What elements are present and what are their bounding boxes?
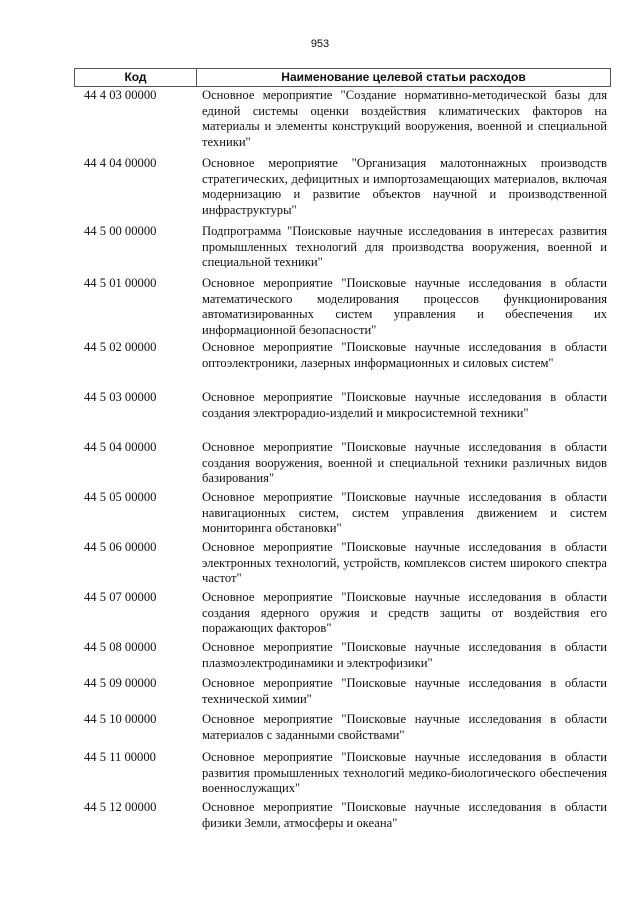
column-header-name: Наименование целевой статьи расходов: [281, 70, 526, 84]
row-code: 44 5 07 00000: [84, 590, 157, 604]
row-name: Основное мероприятие "Поисковые научные исследования в области создания электрорадио-изделий и микросистемной техники": [202, 390, 607, 420]
table-row: [74, 276, 611, 340]
row-name: Основное мероприятие "Поисковые научные исследования в области электронных технологий, устройств, комплексов систем широкого спектра частот": [202, 540, 607, 585]
table-row: [74, 750, 611, 800]
table-row: [74, 540, 611, 590]
row-code: 44 5 05 00000: [84, 490, 157, 504]
row-name: Основное мероприятие "Поисковые научные исследования в области развития промышленных технологий медико-биологического обеспечения военнослужащих": [202, 750, 607, 795]
row-code: 44 5 08 00000: [84, 640, 157, 654]
table-row: [74, 640, 611, 676]
row-name: Основное мероприятие "Поисковые научные исследования в области создания вооружения, военной и специальной техники различных видов базирования": [202, 440, 607, 485]
table-row: [74, 676, 611, 712]
table-body: [74, 88, 611, 836]
row-name: Основное мероприятие "Поисковые научные исследования в области материалов с заданными свойствами": [202, 712, 607, 742]
table-row: [74, 156, 611, 224]
row-code: 44 5 11 00000: [84, 750, 156, 764]
table-header: [74, 68, 611, 87]
row-name: Основное мероприятие "Поисковые научные исследования в области создания ядерного оружия и средств защиты от воздействия его поражающих факторов": [202, 590, 607, 635]
row-code: 44 5 09 00000: [84, 676, 157, 690]
column-header-code: Код: [75, 69, 197, 86]
row-code: 44 5 01 00000: [84, 276, 157, 290]
row-name: Основное мероприятие "Поисковые научные исследования в области математического моделирования процессов функционирования автоматизированных систем управления и обеспечения их информационной безопасности": [202, 276, 607, 337]
table-row: [74, 390, 611, 440]
row-name: Основное мероприятие "Создание нормативно-методической базы для единой системы оценки воздействия климатических факторов на материалы и элементы конструкций вооружения, военной и специальной техники": [202, 88, 607, 149]
row-code: 44 5 03 00000: [84, 390, 157, 404]
table-row: [74, 340, 611, 390]
row-code: 44 5 02 00000: [84, 340, 157, 354]
row-name: Подпрограмма "Поисковые научные исследования в интересах развития промышленных технологий для производства вооружения, военной и специальной техники": [202, 224, 607, 269]
row-code: 44 5 12 00000: [84, 800, 157, 814]
table-row: [74, 88, 611, 156]
row-code: 44 4 03 00000: [84, 88, 157, 102]
row-name: Основное мероприятие "Поисковые научные исследования в области физики Земли, атмосферы и океана": [202, 800, 607, 830]
row-name: Основное мероприятие "Поисковые научные исследования в области оптоэлектроники, лазерных информационных и силовых систем": [202, 340, 607, 370]
row-name: Основное мероприятие "Организация малотоннажных производств стратегических, дефицитных и импортозамещающих материалов, включая модернизацию и развитие объектов научной и производственной инфраструктуры": [202, 156, 607, 217]
row-code: 44 5 00 00000: [84, 224, 157, 238]
row-code: 44 4 04 00000: [84, 156, 157, 170]
page-number: 953: [310, 38, 330, 50]
row-code: 44 5 10 00000: [84, 712, 157, 726]
table-row: [74, 440, 611, 490]
table-row: [74, 490, 611, 540]
table-row: [74, 590, 611, 640]
row-name: Основное мероприятие "Поисковые научные исследования в области навигационных систем, систем управления движением и систем мониторинга обстановки": [202, 490, 607, 535]
table-row: [74, 712, 611, 750]
row-name: Основное мероприятие "Поисковые научные исследования в области плазмоэлектродинамики и электрофизики": [202, 640, 607, 670]
budget-items-table: [74, 68, 611, 836]
row-code: 44 5 06 00000: [84, 540, 157, 554]
table-row: [74, 800, 611, 836]
table-row: [74, 224, 611, 276]
row-name: Основное мероприятие "Поисковые научные исследования в области технической химии": [202, 676, 607, 706]
row-code: 44 5 04 00000: [84, 440, 157, 454]
